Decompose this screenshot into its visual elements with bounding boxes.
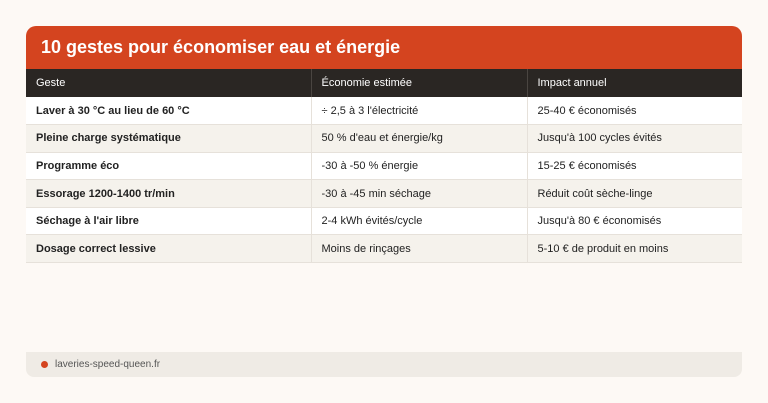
dot-icon — [41, 361, 48, 368]
table-row — [26, 207, 742, 235]
table-cell: Moins de rinçages — [311, 235, 527, 263]
table-cell: Essorage 1200-1400 tr/min — [26, 180, 311, 208]
footer-source: laveries-speed-queen.fr — [55, 359, 161, 370]
table-row — [26, 152, 742, 180]
table-cell: Séchage à l'air libre — [26, 207, 311, 235]
table-cell: -30 à -50 % énergie — [311, 152, 527, 180]
table-row — [26, 235, 742, 263]
footer — [26, 352, 742, 377]
column-header: Économie estimée — [311, 69, 527, 97]
column-header: Geste — [26, 69, 311, 97]
table-row — [26, 180, 742, 208]
table-cell: 15-25 € économisés — [527, 152, 742, 180]
column-header: Impact annuel — [527, 69, 742, 97]
table-cell: Pleine charge systématique — [26, 125, 311, 153]
table-cell: ÷ 2,5 à 3 l'électricité — [311, 97, 527, 125]
savings-table — [26, 69, 742, 263]
table-row — [26, 97, 742, 125]
table-card — [26, 26, 742, 263]
page-title: 10 gestes pour économiser eau et énergie — [26, 26, 742, 69]
table-cell: Dosage correct lessive — [26, 235, 311, 263]
table-cell: -30 à -45 min séchage — [311, 180, 527, 208]
table-cell: 2-4 kWh évités/cycle — [311, 207, 527, 235]
table-cell: Réduit coût sèche-linge — [527, 180, 742, 208]
table-cell: 50 % d'eau et énergie/kg — [311, 125, 527, 153]
table-header-row — [26, 69, 742, 97]
table-cell: 5-10 € de produit en moins — [527, 235, 742, 263]
table-cell: Laver à 30 °C au lieu de 60 °C — [26, 97, 311, 125]
table-cell: Jusqu'à 100 cycles évités — [527, 125, 742, 153]
table-cell: Programme éco — [26, 152, 311, 180]
table-cell: Jusqu'à 80 € économisés — [527, 207, 742, 235]
table-row — [26, 125, 742, 153]
table-cell: 25-40 € économisés — [527, 97, 742, 125]
